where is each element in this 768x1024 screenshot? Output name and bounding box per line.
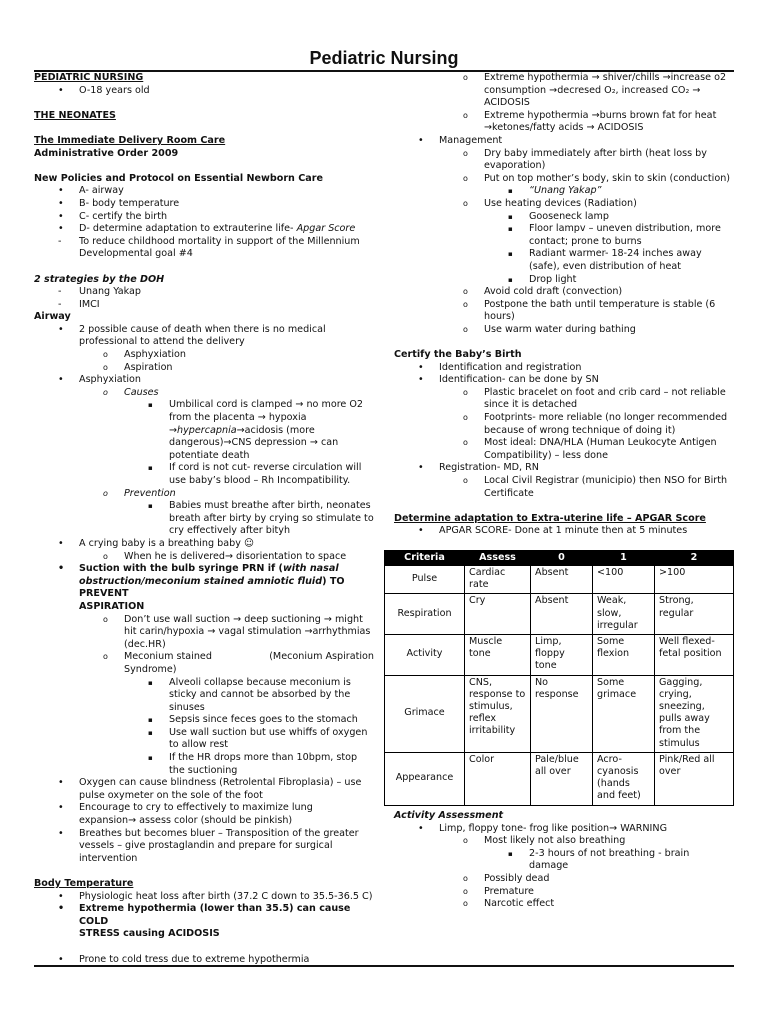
table-cell: Muscle tone [465, 635, 531, 676]
table-row [385, 566, 734, 594]
list-item-continued: hit carin/hypoxia → vagal stimulation →arrhythmias [124, 626, 371, 638]
list-item: • Identification and registration [418, 361, 582, 373]
table-cell: Well flexed- fetal position [655, 635, 734, 676]
list-item: ▪ 2-3 hours of not breathing - brain [508, 847, 690, 859]
list-item: o Meconium stained (Meconium Aspiration [103, 651, 374, 663]
table-row [385, 752, 734, 805]
subheading: Administrative Order 2009 [34, 147, 179, 159]
list-item-continued: professional to attend the delivery [79, 336, 245, 348]
list-item: ▪ If cord is not cut- reverse circulation will [148, 462, 362, 474]
table-row [385, 594, 734, 635]
list-item-continued: breath after birty by crying so stimulate to [169, 512, 374, 524]
list-item: o Extreme hypothermia →burns brown fat for heat [463, 109, 717, 121]
list-item: • A- airway [58, 185, 124, 197]
list-item: • Oxygen can cause blindness (Retrolental Fibroplasia) – use [58, 777, 362, 789]
table-header-row [385, 551, 734, 566]
list-item-continued: ACIDOSIS [484, 97, 530, 109]
table-cell: Grimace [385, 675, 465, 752]
list-item: • Breathes but becomes bluer – Transposition of the greater [58, 827, 359, 839]
list-item-continued: obstruction/meconium stained amniotic fluid) TO PREVENT [79, 575, 345, 600]
list-item: ▪ Sepsis since feces goes to the stomach [148, 714, 358, 726]
list-item: ▪ Alveoli collapse because meconium is [148, 676, 351, 688]
list-item: - Unang Yakap [58, 286, 141, 298]
list-item-continued: intervention [79, 852, 138, 864]
list-item-continued: from the placenta → hypoxia [169, 412, 307, 424]
table-cell: Pale/blue all over [531, 752, 593, 805]
list-item: • Registration- MD, RN [418, 462, 539, 474]
list-item: • Physiologic heat loss after birth (37.2 C down to 35.5-36.5 C) [58, 890, 373, 902]
list-item: ▪ Radiant warmer- 18-24 inches away [508, 248, 702, 260]
list-item: • Suction with the bulb syringe PRN if (with nasal [58, 563, 339, 575]
list-item-continued: cry effectively after bityh [169, 525, 291, 537]
left-column [34, 72, 374, 966]
list-item: o When he is delivered→ disorientation to space [103, 550, 347, 562]
apgar-table [384, 550, 734, 806]
list-item: ▪ Umbilical cord is clamped → no more O2 [148, 399, 364, 411]
list-item: ▪ Drop light [508, 273, 577, 285]
section-heading: Determine adaptation to Extra-uterine life – APGAR Score [394, 512, 706, 524]
column-header: 0 [531, 551, 593, 566]
list-item-continued: potentiate death [169, 449, 250, 461]
list-item: o Most likely not also breathing [463, 835, 626, 847]
list-item: o Asphyxiation [103, 349, 187, 361]
list-item-continued: evaporation) [484, 160, 546, 172]
list-item: ▪ Gooseneck lamp [508, 210, 609, 222]
list-item-continued: →ketones/fatty acids → ACIDOSIS [484, 122, 644, 134]
table-cell: Weak, slow, irregular [593, 594, 655, 635]
list-item: o Prevention [103, 487, 176, 499]
list-item-continued: Certificate [484, 487, 534, 499]
list-item: o Causes [103, 386, 159, 398]
list-item: • Identification- can be done by SN [418, 374, 599, 386]
list-item: o Narcotic effect [463, 898, 555, 910]
table-row [385, 635, 734, 676]
section-heading: Body Temperature [34, 878, 134, 889]
table-cell: Absent [531, 594, 593, 635]
list-item: • O-18 years old [58, 84, 150, 96]
list-item-continued: damage [529, 860, 569, 872]
list-item-continued: use baby’s blood – Rh Incompatibility. [169, 475, 351, 486]
list-item: o Local Civil Registrar (municipio) then NSO for Birth [463, 475, 728, 486]
subheading: Certify the Baby’s Birth [394, 349, 522, 361]
list-item: o Possibly dead [463, 872, 550, 884]
list-item: o Premature [463, 885, 534, 897]
list-item: • APGAR SCORE- Done at 1 minute then at 5 minutes [418, 525, 688, 537]
list-item-continued: the suctioning [169, 764, 238, 776]
list-item-continued: contact; prone to burns [529, 235, 642, 247]
list-item-continued: STRESS causing ACIDOSIS [79, 928, 220, 940]
section-heading: PEDIATRIC NURSING [34, 72, 144, 83]
list-item: ▪ Babies must breathe after birth, neonates [148, 500, 371, 512]
list-item-continued: hours) [484, 311, 515, 323]
column-header: 2 [655, 551, 734, 566]
bottom-rule [34, 965, 734, 967]
list-item: ▪ Floor lampv – uneven distribution, more [508, 223, 721, 235]
page-title: Pediatric Nursing [309, 48, 459, 68]
table-cell: Cry [465, 594, 531, 635]
list-item-continued: sticky and cannot be absorbed by the [169, 689, 351, 701]
table-cell: >100 [655, 566, 734, 594]
table-cell: Strong, regular [655, 594, 734, 635]
table-cell: Color [465, 752, 531, 805]
table-cell: <100 [593, 566, 655, 594]
list-item-continued: ASPIRATION [79, 600, 145, 612]
column-header: Criteria [385, 551, 465, 566]
list-item: o Put on top mother’s body, skin to skin (conduction) [463, 172, 731, 184]
section-heading: THE NEONATES [34, 109, 116, 121]
subheading: 2 strategies by the DOH [34, 273, 165, 285]
list-item: o Postpone the bath until temperature is stable (6 [463, 298, 716, 310]
list-item: ▪ “Unang Yakap” [508, 185, 602, 197]
column-header: 1 [593, 551, 655, 566]
table-cell: Some grimace [593, 675, 655, 752]
list-item: • A crying baby is a breathing baby ☺ [58, 537, 254, 549]
list-item: o Extreme hypothermia → shiver/chills →increase o2 [463, 72, 727, 83]
table-cell: Absent [531, 566, 593, 594]
table-cell: Cardiac rate [465, 566, 531, 594]
list-item-continued: →hypercapnia→acidosis (more [169, 424, 315, 436]
list-item: o Footprints- more reliable (no longer recommended [463, 412, 728, 424]
list-item: • 2 possible cause of death when there is no medical [58, 323, 326, 335]
list-item-continued: Developmental goal #4 [79, 248, 193, 260]
list-item-continued: (safe), even distribution of heat [529, 260, 681, 272]
list-item: ▪ Use wall suction but use whiffs of oxygen [148, 726, 368, 738]
list-item: • Extreme hypothermia (lower than 35.5) can cause COLD [58, 903, 351, 927]
table-cell: CNS, response to stimulus, reflex irritability [465, 675, 531, 752]
list-item: o Most ideal: DNA/HLA (Human Leukocyte Antigen [463, 437, 717, 449]
table-cell: Activity [385, 635, 465, 676]
table-cell: Pulse [385, 566, 465, 594]
list-item: • Asphyxiation [58, 374, 142, 386]
list-item: o Use warm water during bathing [463, 323, 636, 335]
table-cell: Acro-cyanosis (hands and feet) [593, 752, 655, 805]
activity-assessment-section [394, 810, 734, 911]
list-item: o Dry baby immediately after birth (heat loss by [463, 147, 707, 159]
list-item: o Use heating devices (Radiation) [463, 197, 637, 209]
list-item-continued: vessels – give prostaglandin and prepare for surgical [79, 840, 333, 852]
list-item-continued: dangerous)→CNS depression → can [169, 437, 339, 449]
table-cell: Limp, floppy tone [531, 635, 593, 676]
list-item: • Limp, floppy tone- frog like position→ WARNING [418, 822, 668, 834]
subheading: Activity Assessment [394, 810, 504, 821]
list-item: • B- body temperature [58, 197, 180, 209]
list-item: o Plastic bracelet on foot and crib card – not reliable [463, 386, 726, 398]
list-item-continued: consumption →decresed O₂, increased CO₂ → [484, 84, 701, 96]
list-item-continued: since it is detached [484, 399, 578, 411]
list-item: • Encourage to cry to effectively to maximize lung [58, 802, 313, 814]
list-item-continued: expansion→ assess color (should be pinkish) [79, 815, 293, 827]
list-item-continued: sinuses [169, 701, 205, 713]
list-item-continued: (dec.HR) [124, 638, 166, 650]
table-cell: No response [531, 675, 593, 752]
list-item: o Don’t use wall suction → deep suctioning → might [103, 613, 363, 625]
list-item-continued: Syndrome) [124, 663, 177, 675]
list-item: ▪ If the HR drops more than 10bpm, stop [148, 752, 358, 764]
column-header: Assess [465, 551, 531, 566]
subheading: Airway [34, 311, 71, 323]
table-row [385, 675, 734, 752]
list-item-continued: Compatibility) – less done [484, 449, 609, 461]
list-item: o Aspiration [103, 361, 173, 373]
table-cell: Some flexion [593, 635, 655, 676]
list-item: o Avoid cold draft (convection) [463, 286, 623, 298]
table-cell: Appearance [385, 752, 465, 805]
list-item: • Prone to cold tress due to extreme hypothermia [58, 953, 310, 965]
list-item-continued: to allow rest [169, 739, 229, 751]
table-cell: Gagging, crying, sneezing, pulls away from the stimulus [655, 675, 734, 752]
list-item: - IMCI [58, 298, 100, 310]
table-cell: Pink/Red all over [655, 752, 734, 805]
list-item-continued: pulse oxymeter on the sole of the foot [79, 789, 263, 801]
list-item: - To reduce childhood mortality in support of the Millennium [58, 235, 360, 247]
right-column [394, 72, 734, 538]
subheading: New Policies and Protocol on Essential Newborn Care [34, 172, 323, 184]
list-item-continued: because of wrong technique of doing it) [484, 424, 676, 436]
section-heading: The Immediate Delivery Room Care [34, 134, 226, 146]
list-item: • C- certify the birth [58, 210, 168, 222]
list-item: • D- determine adaptation to extrauterine life- Apgar Score [58, 223, 356, 235]
table-cell: Respiration [385, 594, 465, 635]
list-item: • Management [418, 134, 503, 146]
